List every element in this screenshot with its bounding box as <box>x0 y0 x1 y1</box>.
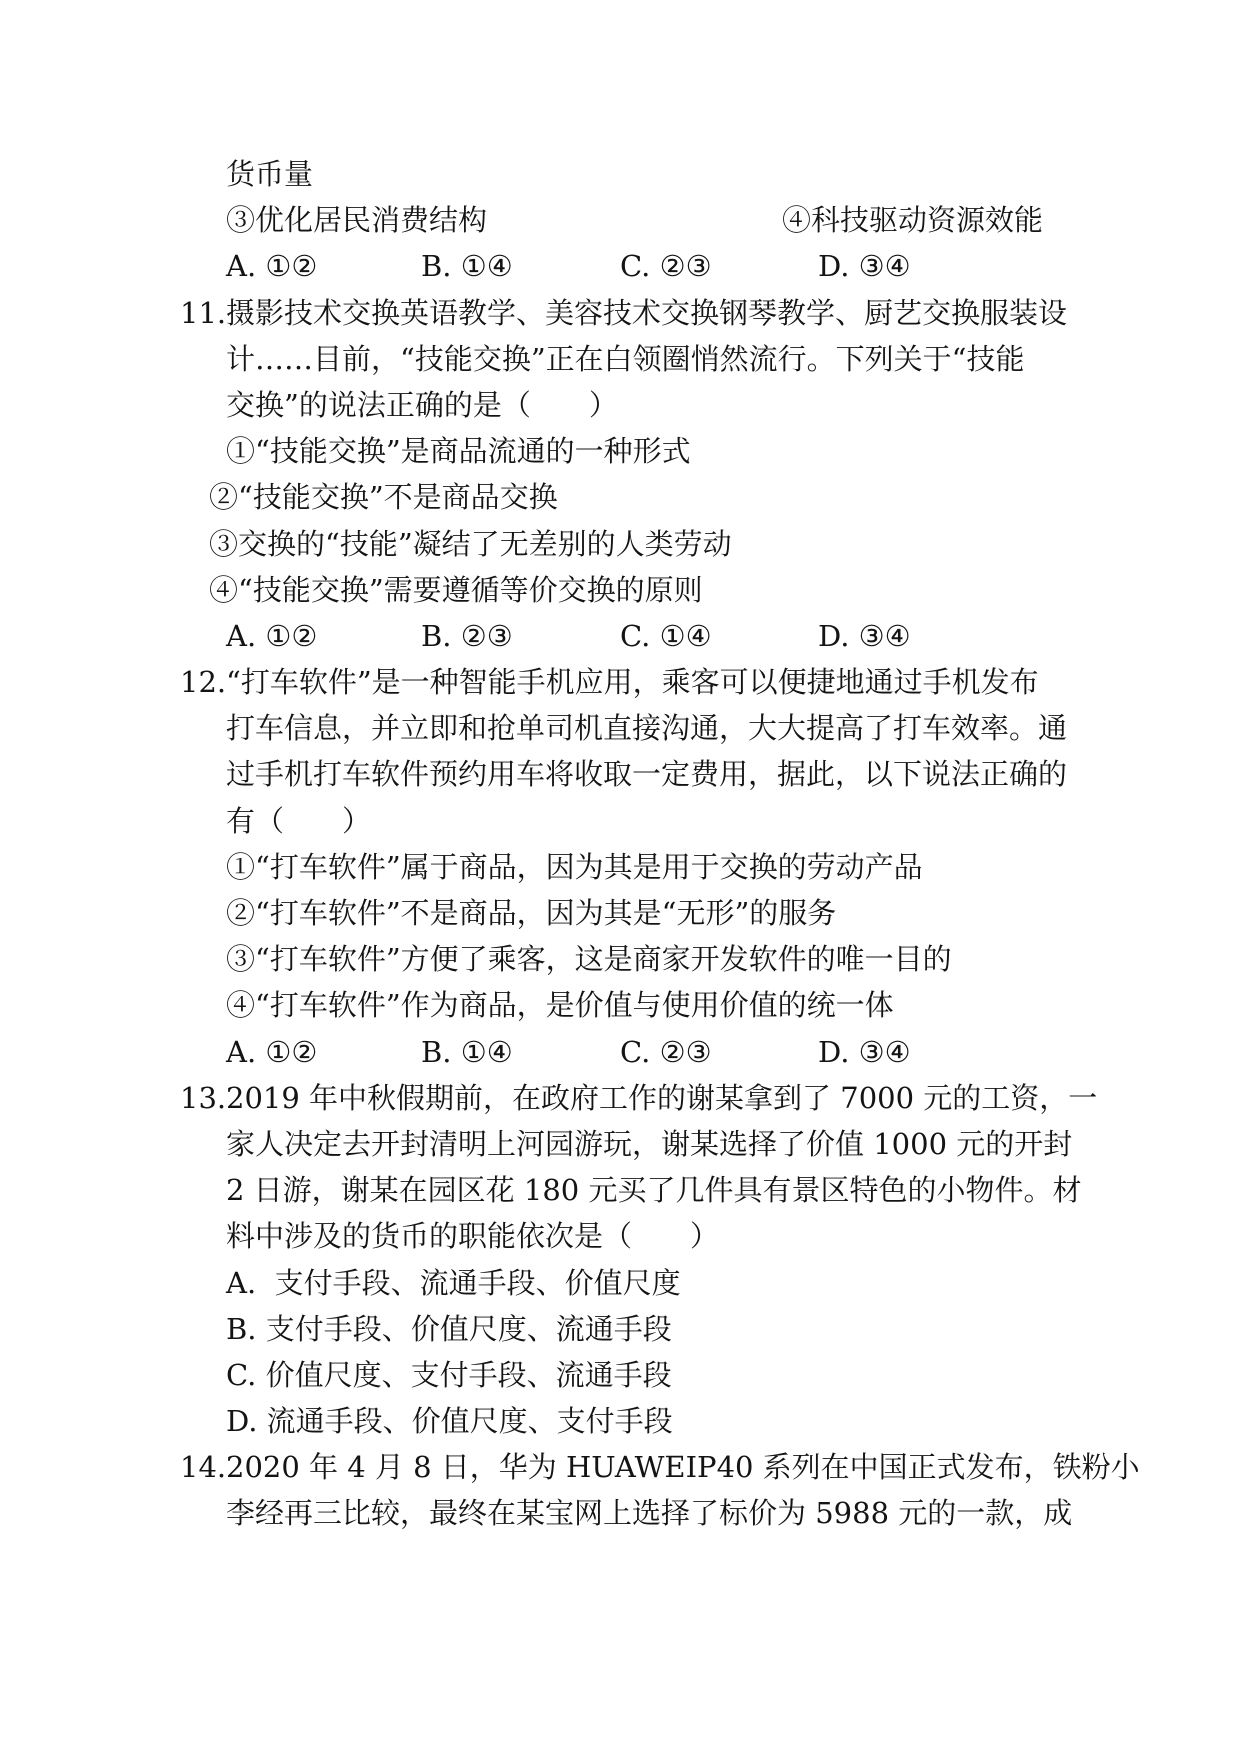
option-a: A. ①② <box>226 1034 318 1069</box>
question-number: 13. <box>180 1080 227 1115</box>
option-b: B. ②③ <box>421 618 513 653</box>
statement-row <box>0 197 1241 243</box>
statement-3: ③“打车软件”方便了乘客，这是商家开发软件的唯一目的 <box>226 942 952 977</box>
option-a: A. ①② <box>226 618 318 653</box>
stem-line: 料中涉及的货币的职能依次是（ ） <box>226 1219 720 1254</box>
question-11 <box>0 290 1241 660</box>
option-a: A. ①② <box>226 249 318 284</box>
stem-text: 2020 年 4 月 8 日，华为 HUAWEIP40 系列在中国正式发布，铁粉小 <box>226 1450 1140 1485</box>
question-number: 14. <box>180 1450 227 1485</box>
question-number: 11. <box>180 295 227 330</box>
statement-4: ④“技能交换”需要遵循等价交换的原则 <box>209 572 703 607</box>
statement-3: ③优化居民消费结构 <box>226 203 488 238</box>
statement-3: ③交换的“技能”凝结了无差别的人类劳动 <box>209 526 732 561</box>
stem-line: 李经再三比较，最终在某宝网上选择了标价为 5988 元的一款，成 <box>226 1496 1073 1531</box>
question-10-continuation <box>0 151 1241 290</box>
option-b: B. ①④ <box>421 1034 513 1069</box>
option-a: A. 支付手段、流通手段、价值尺度 <box>226 1265 681 1300</box>
option-b: B. 支付手段、价值尺度、流通手段 <box>226 1311 672 1346</box>
stem-line <box>0 1444 1241 1490</box>
statement-4: ④科技驱动资源效能 <box>782 203 1044 238</box>
option-d: D. ③④ <box>818 618 911 653</box>
stem-line <box>0 290 1241 336</box>
statement-4: ④“打车软件”作为商品，是价值与使用价值的统一体 <box>226 988 894 1023</box>
statement-2: ②“技能交换”不是商品交换 <box>209 480 558 515</box>
answer-options <box>0 1029 1241 1075</box>
statement-1: ①“打车软件”属于商品，因为其是用于交换的劳动产品 <box>226 849 923 884</box>
option-b: B. ①④ <box>421 249 513 284</box>
statement-1: ①“技能交换”是商品流通的一种形式 <box>226 434 691 469</box>
option-c: C. 价值尺度、支付手段、流通手段 <box>226 1357 672 1392</box>
stem-line: 打车信息，并立即和抢单司机直接沟通，大大提高了打车效率。通 <box>226 711 1068 746</box>
stem-line: 家人决定去开封清明上河园游玩，谢某选择了价值 1000 元的开封 <box>226 1126 1073 1161</box>
stem-line <box>0 659 1241 705</box>
stem-text: “打车软件”是一种智能手机应用，乘客可以便捷地通过手机发布 <box>226 665 1039 700</box>
option-d: D. 流通手段、价值尺度、支付手段 <box>226 1404 673 1439</box>
question-13 <box>0 1075 1241 1445</box>
stem-line: 过手机打车软件预约用车将收取一定费用，据此，以下说法正确的 <box>226 757 1068 792</box>
question-12 <box>0 659 1241 1075</box>
stem-line: 2 日游，谢某在园区花 180 元买了几件具有景区特色的小物件。材 <box>226 1173 1082 1208</box>
question-list <box>0 151 1241 1537</box>
answer-options <box>0 243 1241 289</box>
statement-2: ②“打车软件”不是商品，因为其是“无形”的服务 <box>226 896 837 930</box>
stem-text: 摄影技术交换英语教学、美容技术交换钢琴教学、厨艺交换服装设 <box>226 295 1068 330</box>
option-c: C. ②③ <box>620 249 712 284</box>
stem-tail: 货币量 <box>226 157 314 191</box>
stem-line: 有（ ） <box>226 803 372 838</box>
stem-line: 交换”的说法正确的是（ ） <box>226 387 618 422</box>
option-d: D. ③④ <box>818 249 911 284</box>
question-number: 12. <box>180 665 227 700</box>
option-c: C. ①④ <box>620 618 712 653</box>
stem-line: 计……目前，“技能交换”正在白领圈悄然流行。下列关于“技能 <box>226 341 1025 376</box>
stem-line <box>0 1075 1241 1121</box>
option-d: D. ③④ <box>818 1034 911 1069</box>
question-14 <box>0 1444 1241 1536</box>
stem-text: 2019 年中秋假期前，在政府工作的谢某拿到了 7000 元的工资，一 <box>226 1080 1098 1115</box>
answer-options <box>0 613 1241 659</box>
option-c: C. ②③ <box>620 1034 712 1069</box>
